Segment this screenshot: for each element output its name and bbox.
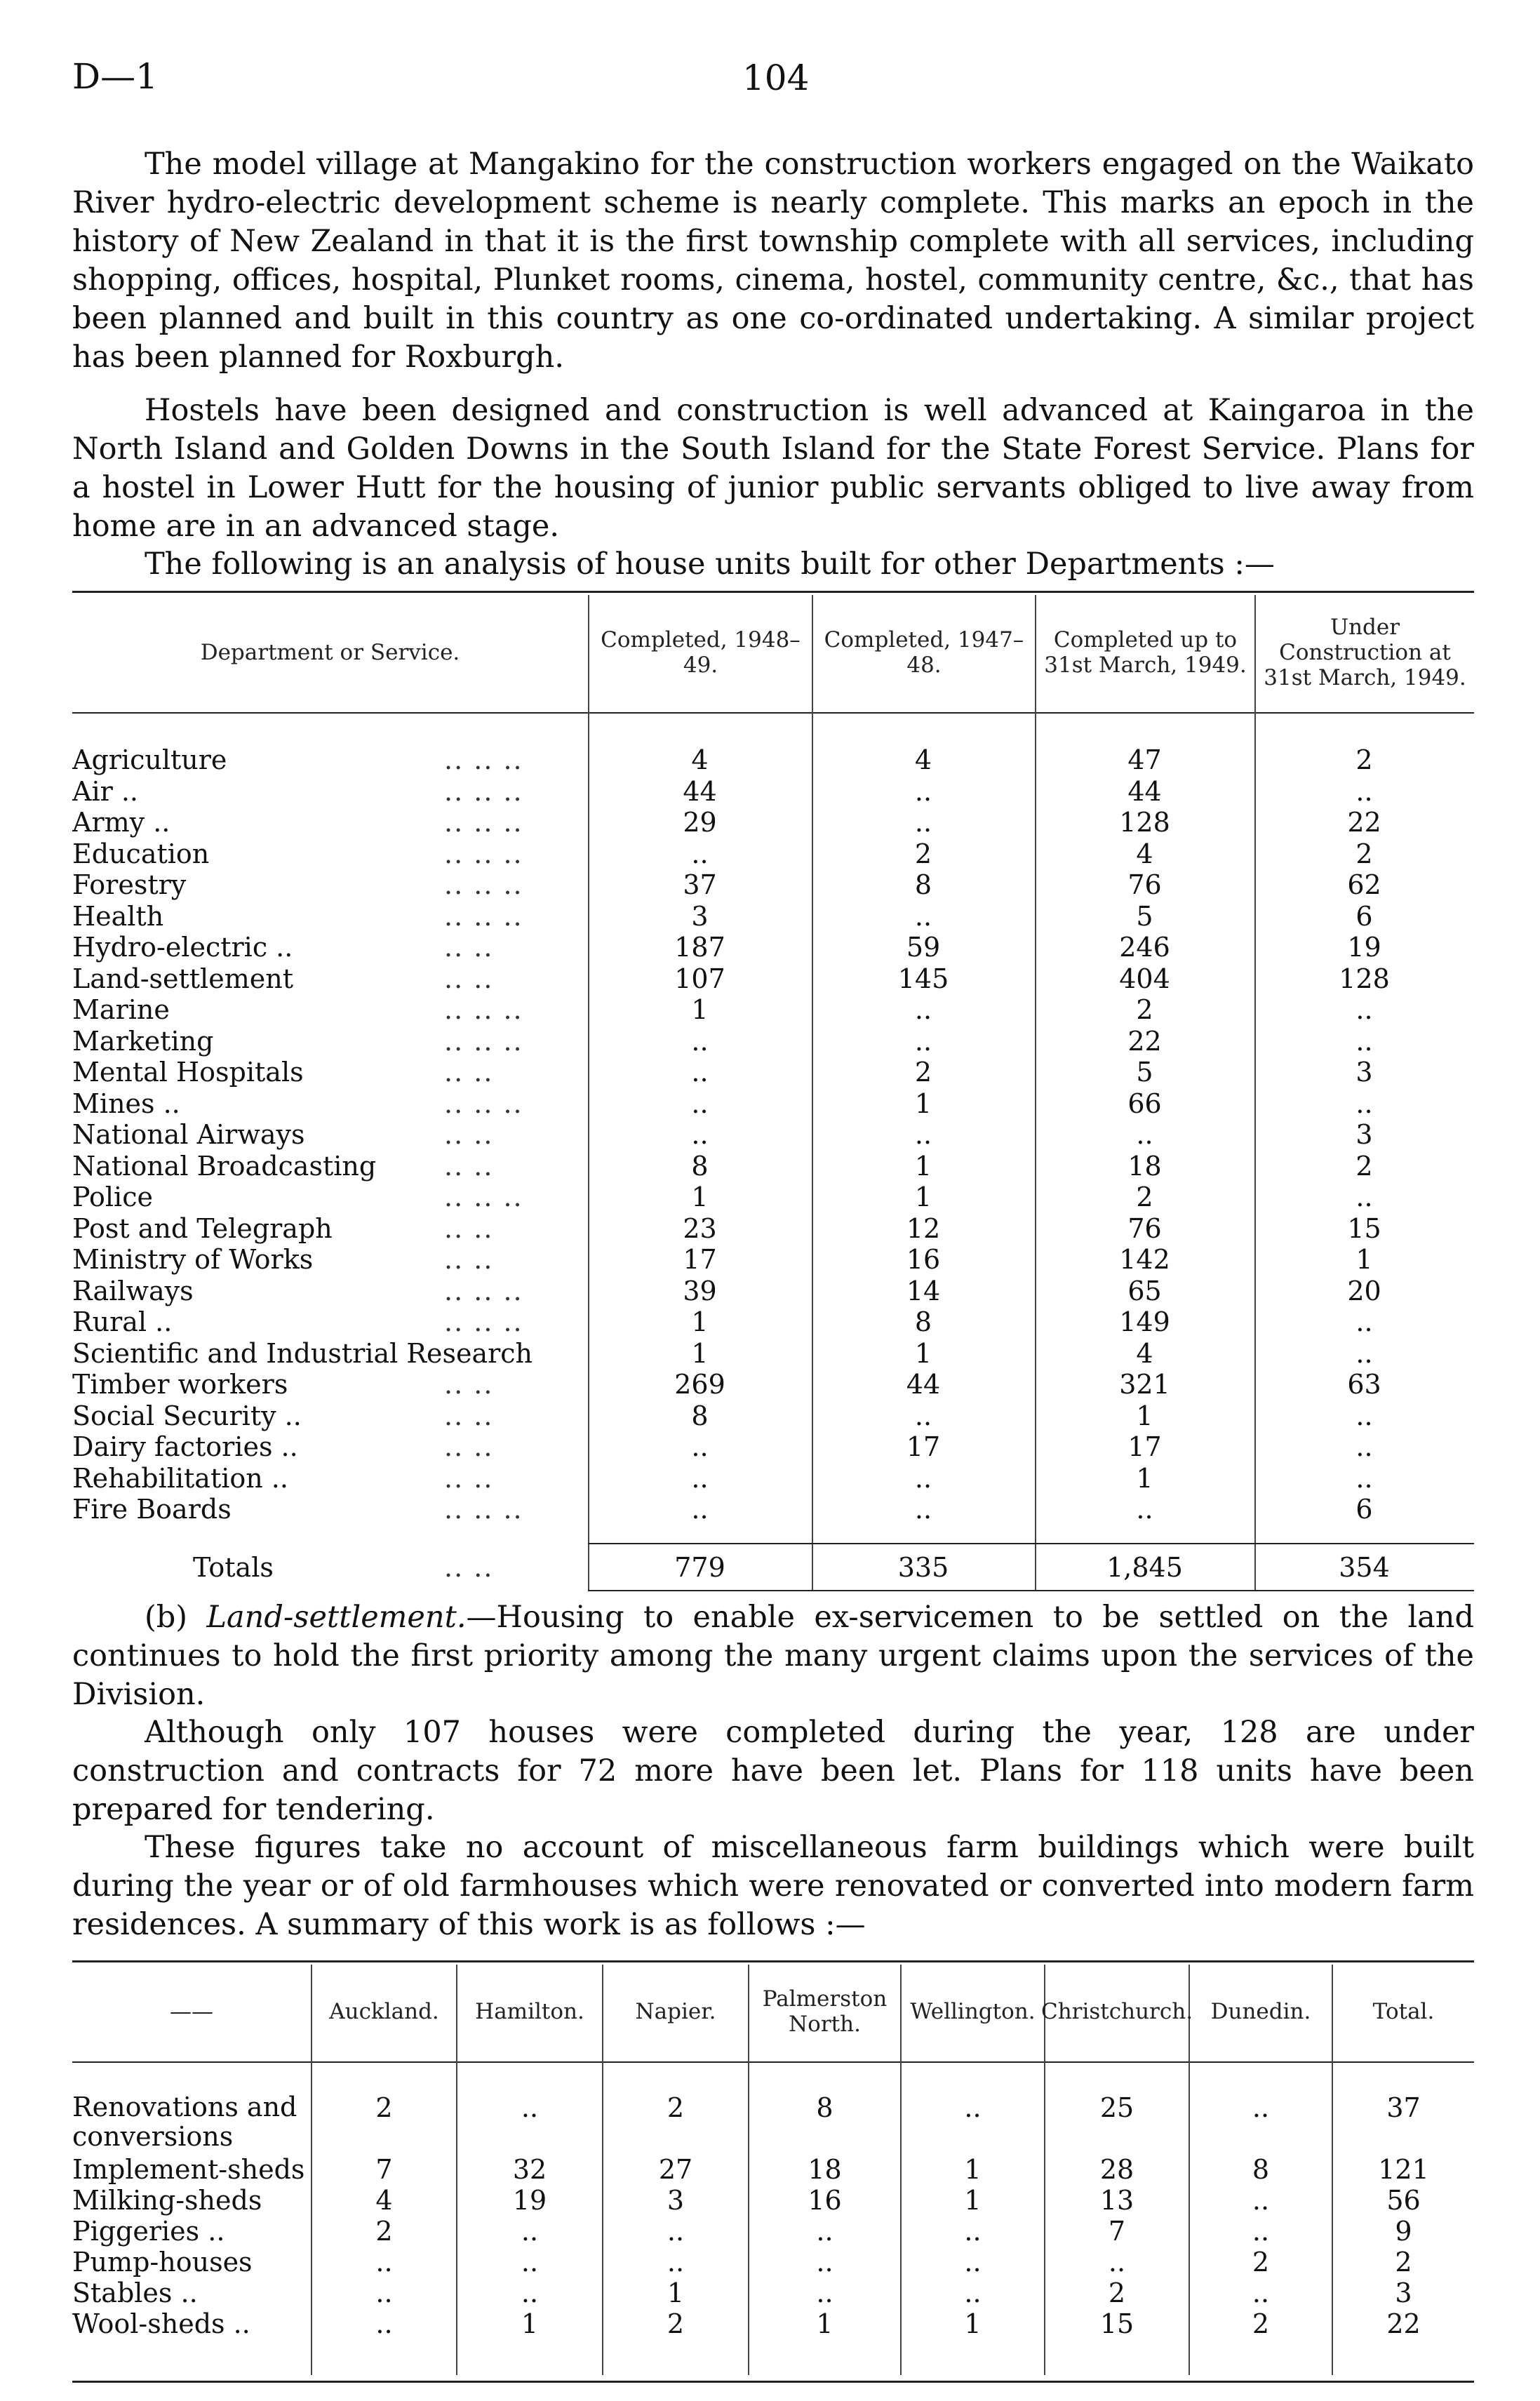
cell-value: 128: [1119, 807, 1170, 838]
header-department: Department or Service.: [200, 640, 460, 665]
table-row: [72, 1338, 1474, 1370]
dept-name: Ministry of Works: [72, 1244, 314, 1276]
total-value: 779: [674, 1552, 725, 1584]
cell-value: ..: [1252, 2185, 1270, 2216]
cell-value: 3: [1355, 1119, 1373, 1151]
header-completed-to-date: Completed up to 31st March, 1949.: [1044, 627, 1247, 678]
cell-value: 16: [808, 2185, 842, 2216]
cell-value: 12: [906, 1212, 941, 1244]
cell-value: 1: [667, 2278, 685, 2308]
cell-value: 246: [1119, 932, 1170, 963]
cell-value: ..: [964, 2278, 982, 2308]
paragraph-hostels: Hostels have been designed and construction is well advanced at Kaingaroa in the North Island and Golden Downs in the South Island for the State Forest Service. Plans for a hostel in Lower Hutt for the housing of junior public servants obliged to live away from home are in an advanced stage.: [72, 393, 1474, 544]
table-top-rule: [72, 591, 1474, 593]
table-row: [72, 901, 1474, 932]
cell-value: 2: [914, 1057, 932, 1088]
cell-value: 1: [914, 1337, 932, 1369]
cell-value: ..: [1355, 1462, 1373, 1494]
cell-value: 2: [1252, 2308, 1270, 2339]
cell-value: 17: [906, 1431, 941, 1463]
building-type: Milking-sheds: [72, 2185, 262, 2216]
cell-value: ..: [521, 2278, 539, 2308]
cell-value: ..: [1252, 2278, 1270, 2308]
table-bottom-rule: [588, 1590, 1474, 1591]
cell-value: ..: [964, 2216, 982, 2247]
cell-value: 8: [691, 1150, 709, 1182]
cell-value: 107: [674, 963, 725, 994]
cell-value: 1: [1136, 1462, 1153, 1494]
cell-value: 18: [808, 2154, 842, 2185]
farm-buildings-table-body: [72, 2092, 1475, 2339]
paragraph-analysis-intro: The following is an analysis of house units built for other Departments :—: [145, 547, 1275, 582]
cell-value: 66: [1127, 1088, 1162, 1119]
leader-dots: .. ..: [444, 1552, 494, 1583]
table-row: [72, 1088, 1474, 1120]
table-row: [72, 807, 1474, 838]
cell-value: 23: [683, 1212, 717, 1244]
cell-value: 22: [1386, 2308, 1421, 2339]
cell-value: 15: [1099, 2308, 1134, 2339]
cell-value: ..: [691, 1025, 709, 1057]
paragraph-houses-completed: Although only 107 houses were completed during the year, 128 are under construction and contracts for 72 more have been let. Plans for 118 units have been prepared for tendering.: [72, 1715, 1474, 1827]
cell-value: ..: [1355, 1337, 1373, 1369]
leader-dots: .. ..: [444, 1212, 494, 1244]
cell-value: 14: [906, 1275, 941, 1306]
cell-value: ..: [667, 2216, 685, 2247]
page-number: 104: [742, 58, 810, 98]
cell-value: ..: [1355, 1431, 1373, 1463]
cell-value: 2: [1355, 744, 1373, 776]
cell-value: 2: [667, 2092, 685, 2123]
dept-name: Hydro-electric ..: [72, 932, 293, 963]
cell-value: ..: [1355, 1025, 1373, 1057]
paragraph-mangakino: The model village at Mangakino for the construction workers engaged on the Waikato River hydro-electric development scheme is nearly complete. This marks an epoch in the history of New Zealand in that it is the first township complete with all services, including shopping, offices, hospital, Plunket rooms, cinema, hostel, community centre, &c., that has been planned and built in this country as one co-ordinated undertaking. A similar project has been planned for Roxburgh.: [72, 147, 1474, 375]
departments-table-body: [72, 744, 1474, 1525]
table-top-rule: [72, 1960, 1474, 1962]
cell-value: 63: [1347, 1369, 1381, 1400]
cell-value: 4: [691, 744, 709, 776]
table-row: [72, 932, 1474, 963]
cell-value: 1: [914, 1088, 932, 1119]
building-type: Pump-houses: [72, 2247, 253, 2278]
dept-name: Post and Telegraph: [72, 1212, 333, 1244]
cell-value: ..: [1136, 1494, 1153, 1525]
cell-value: 1: [816, 2308, 833, 2339]
dept-name: Air ..: [72, 775, 138, 807]
table-bottom-rule: [72, 2381, 1474, 2383]
header-wellington: Wellington.: [910, 1999, 1036, 2024]
building-type: Wool-sheds ..: [72, 2308, 250, 2339]
cell-value: 19: [1347, 932, 1381, 963]
header-under-construction: Under Construction at 31st March, 1949.: [1264, 615, 1466, 690]
cell-value: ..: [914, 994, 932, 1026]
leader-dots: .. ..: [444, 1119, 494, 1150]
dept-name: Timber workers: [72, 1369, 288, 1400]
leader-dots: .. ..: [444, 1057, 494, 1088]
cell-value: 39: [683, 1275, 717, 1306]
dept-name: Land-settlement: [72, 963, 293, 994]
cell-value: 76: [1127, 1212, 1162, 1244]
cell-value: 1: [521, 2308, 539, 2339]
totals-rule: [588, 1543, 1474, 1544]
leader-dots: .. .. ..: [444, 994, 523, 1025]
header-completed-1948-49: Completed, 1948–49.: [601, 627, 801, 678]
table-row: [72, 994, 1474, 1026]
cell-value: 44: [1127, 775, 1162, 807]
cell-value: ..: [521, 2247, 539, 2278]
cell-value: 1: [1355, 1244, 1373, 1276]
cell-value: 2: [667, 2308, 685, 2339]
cell-value: 44: [906, 1369, 941, 1400]
dept-name: National Broadcasting: [72, 1150, 377, 1182]
cell-value: ..: [521, 2092, 539, 2123]
cell-value: 321: [1119, 1369, 1170, 1400]
cell-value: 1: [914, 1150, 932, 1182]
cell-value: 17: [683, 1244, 717, 1276]
cell-value: 2: [375, 2092, 393, 2123]
cell-value: ..: [691, 1494, 709, 1525]
cell-value: 32: [512, 2154, 547, 2185]
total-value: 354: [1339, 1552, 1390, 1584]
table-row: [72, 838, 1474, 870]
cell-value: 1: [964, 2185, 982, 2216]
table-row: [72, 776, 1474, 808]
cell-value: 8: [816, 2092, 833, 2123]
cell-value: 5: [1136, 900, 1153, 932]
totals-row: [72, 1552, 1474, 1584]
building-type: Renovations and conversions: [72, 2092, 297, 2152]
cell-value: 2: [1108, 2278, 1126, 2308]
cell-value: 65: [1127, 1275, 1162, 1306]
cell-value: ..: [691, 1088, 709, 1119]
dept-name: Mental Hospitals: [72, 1057, 304, 1088]
leader-dots: .. .. ..: [444, 1025, 523, 1057]
table-row: [72, 1431, 1474, 1463]
dept-name: Army ..: [72, 807, 170, 838]
cell-value: 2: [914, 838, 932, 869]
cell-value: 22: [1127, 1025, 1162, 1057]
cell-value: ..: [1252, 2216, 1270, 2247]
leader-dots: .. .. ..: [444, 775, 523, 807]
table-row: [72, 1151, 1474, 1182]
leader-dots: .. ..: [444, 1400, 494, 1431]
cell-value: ..: [1252, 2092, 1270, 2123]
cell-value: 3: [1355, 1057, 1373, 1088]
cell-value: ..: [1355, 1306, 1373, 1338]
cell-value: ..: [914, 1400, 932, 1431]
cell-value: 8: [691, 1400, 709, 1431]
cell-value: 1: [964, 2154, 982, 2185]
cell-value: ..: [691, 1462, 709, 1494]
cell-value: ..: [816, 2216, 833, 2247]
cell-value: ..: [914, 1462, 932, 1494]
leader-dots: .. ..: [444, 932, 494, 963]
cell-value: 16: [906, 1244, 941, 1276]
cell-value: 29: [683, 807, 717, 838]
cell-value: 7: [375, 2154, 393, 2185]
cell-value: 1: [691, 994, 709, 1026]
dept-name: Agriculture: [72, 744, 227, 776]
cell-value: 2: [1395, 2247, 1412, 2278]
dept-name: Railways: [72, 1275, 194, 1306]
leader-dots: .. .. ..: [444, 1182, 523, 1212]
table-row: [72, 2278, 1475, 2308]
table-header-rule: [72, 712, 1474, 714]
table-row: [72, 1400, 1474, 1432]
cell-value: 22: [1347, 807, 1381, 838]
cell-value: ..: [914, 1119, 932, 1151]
leader-dots: .. .. ..: [444, 838, 523, 869]
section-b-text: —Housing to enable ex-servicemen to be settled on the land continues to hold the first priority among the many urgent claims upon the services of the Division.: [72, 1600, 1475, 1712]
cell-value: 3: [1395, 2278, 1412, 2308]
cell-value: 19: [512, 2185, 547, 2216]
building-type: Implement-sheds: [72, 2154, 305, 2185]
cell-value: ..: [914, 900, 932, 932]
table-row: [72, 1213, 1474, 1245]
table-row: [72, 1494, 1474, 1525]
cell-value: 2: [1355, 1150, 1373, 1182]
table-row: [72, 1306, 1474, 1338]
dept-name: Health: [72, 900, 164, 932]
cell-value: 149: [1119, 1306, 1170, 1338]
cell-value: 187: [674, 932, 725, 963]
header-auckland: Auckland.: [329, 1999, 439, 2024]
cell-value: 2: [375, 2216, 393, 2247]
cell-value: ..: [375, 2247, 393, 2278]
dept-name: Rehabilitation ..: [72, 1462, 288, 1494]
leader-dots: .. .. ..: [444, 1088, 523, 1119]
leader-dots: .. .. ..: [444, 1275, 523, 1306]
leader-dots: .. .. ..: [444, 1494, 523, 1525]
table-row: [72, 1244, 1474, 1276]
leader-dots: .. .. ..: [444, 1306, 523, 1337]
cell-value: ..: [667, 2247, 685, 2278]
table-row: [72, 869, 1474, 901]
table-row: [72, 1276, 1474, 1307]
cell-value: 56: [1386, 2185, 1421, 2216]
cell-value: ..: [1355, 994, 1373, 1026]
dept-name: Dairy factories ..: [72, 1431, 298, 1463]
table-row: [72, 2185, 1475, 2216]
table-row: [72, 1369, 1474, 1400]
cell-value: ..: [1355, 775, 1373, 807]
leader-dots: .. .. ..: [444, 744, 523, 775]
cell-value: 44: [683, 775, 717, 807]
cell-value: 9: [1395, 2216, 1412, 2247]
dept-name: National Airways: [72, 1119, 305, 1151]
cell-value: ..: [964, 2247, 982, 2278]
table-row: [72, 2247, 1475, 2278]
cell-value: ..: [816, 2247, 833, 2278]
dept-name: Social Security ..: [72, 1400, 302, 1431]
dept-name: Fire Boards: [72, 1494, 232, 1525]
cell-value: ..: [691, 1431, 709, 1463]
cell-value: 1: [691, 1182, 709, 1213]
cell-value: 1: [691, 1306, 709, 1338]
table-header-rule: [72, 2061, 1474, 2063]
cell-value: ..: [375, 2308, 393, 2339]
cell-value: 62: [1347, 869, 1381, 901]
cell-value: 18: [1127, 1150, 1162, 1182]
dept-name: Forestry: [72, 869, 187, 901]
dept-name: Police: [72, 1182, 153, 1213]
cell-value: 1: [691, 1337, 709, 1369]
cell-value: ..: [964, 2092, 982, 2123]
dept-name: Education: [72, 838, 210, 869]
cell-value: 8: [914, 1306, 932, 1338]
dept-name: Mines ..: [72, 1088, 180, 1119]
table-row: [72, 2216, 1475, 2247]
cell-value: 2: [1252, 2247, 1270, 2278]
cell-value: ..: [691, 1057, 709, 1088]
cell-value: 28: [1099, 2154, 1134, 2185]
cell-value: ..: [1355, 1088, 1373, 1119]
cell-value: 37: [1386, 2092, 1421, 2123]
section-code: D—1: [72, 56, 158, 97]
cell-value: 2: [1136, 1182, 1153, 1213]
cell-value: 20: [1347, 1275, 1381, 1306]
dept-name: Rural ..: [72, 1306, 173, 1338]
table-row: [72, 2092, 1475, 2154]
table-row: [72, 1552, 1474, 1584]
leader-dots: .. .. ..: [444, 869, 523, 900]
header-napier: Napier.: [635, 1999, 716, 2024]
cell-value: 121: [1378, 2154, 1429, 2185]
cell-value: 8: [1252, 2154, 1270, 2185]
header-blank: ——: [170, 1999, 213, 2024]
cell-value: 3: [667, 2185, 685, 2216]
total-value: 335: [897, 1552, 949, 1584]
table-row: [72, 1182, 1474, 1213]
totals-label: Totals: [193, 1552, 274, 1584]
section-b-paragraph: [72, 1598, 1474, 1714]
section-b-title: Land-settlement.: [206, 1600, 467, 1635]
cell-value: ..: [816, 2278, 833, 2308]
cell-value: ..: [1355, 1182, 1373, 1213]
header-total: Total.: [1372, 1999, 1435, 2024]
cell-value: ..: [691, 838, 709, 869]
cell-value: 2: [1136, 994, 1153, 1026]
leader-dots: .. ..: [444, 1244, 494, 1275]
cell-value: ..: [914, 1025, 932, 1057]
table-row: [72, 1463, 1474, 1494]
cell-value: 59: [906, 932, 941, 963]
cell-value: ..: [1136, 1119, 1153, 1151]
cell-value: 2: [1355, 838, 1373, 869]
header-palmerston-north: Palmerston North.: [762, 1986, 888, 2037]
cell-value: 4: [375, 2185, 393, 2216]
cell-value: ..: [375, 2278, 393, 2308]
leader-dots: .. ..: [444, 963, 494, 994]
cell-value: 13: [1099, 2185, 1134, 2216]
cell-value: 7: [1108, 2216, 1126, 2247]
cell-value: 4: [1136, 1337, 1153, 1369]
table-row: [72, 963, 1474, 995]
building-type: Piggeries ..: [72, 2216, 225, 2247]
cell-value: 3: [691, 900, 709, 932]
cell-value: 8: [914, 869, 932, 901]
cell-value: 47: [1127, 744, 1162, 776]
cell-value: 128: [1339, 963, 1390, 994]
total-value: 1,845: [1106, 1552, 1183, 1584]
leader-dots: .. .. ..: [444, 900, 523, 932]
cell-value: 4: [1136, 838, 1153, 869]
leader-dots: .. ..: [444, 1462, 494, 1494]
dept-name: Marketing: [72, 1025, 214, 1057]
cell-value: 5: [1136, 1057, 1153, 1088]
dept-name: Scientific and Industrial Research: [72, 1337, 533, 1369]
cell-value: 1: [1136, 1400, 1153, 1431]
header-completed-1947-48: Completed, 1947–48.: [824, 627, 1024, 678]
dept-name: Marine: [72, 994, 170, 1026]
table-row: [72, 1026, 1474, 1057]
header-dunedin: Dunedin.: [1210, 1999, 1311, 2024]
cell-value: ..: [521, 2216, 539, 2247]
cell-value: 1: [914, 1182, 932, 1213]
table-row: [72, 1119, 1474, 1151]
cell-value: 145: [897, 963, 949, 994]
cell-value: 269: [674, 1369, 725, 1400]
cell-value: 6: [1355, 1494, 1373, 1525]
leader-dots: .. .. ..: [444, 807, 523, 838]
cell-value: ..: [691, 1119, 709, 1151]
leader-dots: .. ..: [444, 1150, 494, 1182]
cell-value: 76: [1127, 869, 1162, 901]
cell-value: ..: [1355, 1400, 1373, 1431]
cell-value: ..: [914, 775, 932, 807]
cell-value: 17: [1127, 1431, 1162, 1463]
leader-dots: .. ..: [444, 1431, 494, 1462]
table-row: [72, 2308, 1475, 2339]
cell-value: 15: [1347, 1212, 1381, 1244]
header-hamilton: Hamilton.: [475, 1999, 584, 2024]
cell-value: 6: [1355, 900, 1373, 932]
cell-value: 1: [964, 2308, 982, 2339]
cell-value: 142: [1119, 1244, 1170, 1276]
cell-value: 37: [683, 869, 717, 901]
cell-value: 27: [658, 2154, 693, 2185]
building-type: Stables ..: [72, 2278, 198, 2308]
paragraph-farm-buildings: These figures take no account of miscellaneous farm buildings which were built during the year or of old farmhouses which were renovated or converted into modern farm residences. A summary of this work is as follows :—: [72, 1830, 1474, 1942]
table-row: [72, 2154, 1475, 2185]
table-row: [72, 1057, 1474, 1088]
cell-value: ..: [1108, 2247, 1126, 2278]
cell-value: ..: [914, 1494, 932, 1525]
cell-value: 404: [1119, 963, 1170, 994]
leader-dots: .. ..: [444, 1369, 494, 1400]
header-christchurch: Christchurch.: [1040, 1999, 1193, 2024]
cell-value: ..: [914, 807, 932, 838]
section-b-label: (b): [145, 1600, 207, 1635]
table-row: [72, 744, 1474, 776]
cell-value: 25: [1099, 2092, 1134, 2123]
cell-value: 4: [914, 744, 932, 776]
